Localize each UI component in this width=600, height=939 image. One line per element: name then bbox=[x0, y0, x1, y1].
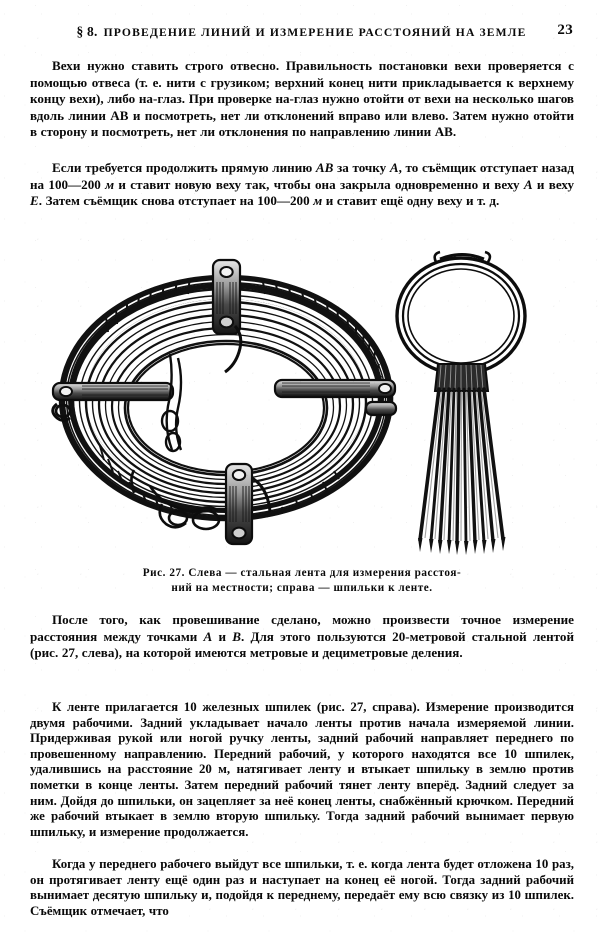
p2-seg-c: , то съёмщик отступает назад на 100—200 bbox=[30, 160, 574, 192]
section-mark: § 8. bbox=[76, 24, 98, 39]
p2-label-e1: E bbox=[30, 193, 39, 209]
steel-tape-coil bbox=[53, 260, 396, 544]
running-head bbox=[30, 24, 573, 40]
paragraph-4: К ленте прилагается 10 железных шпилек (рис. 27, справа). Измерение производится двумя рабочими. Задний укладывает начало ленты против начала измеряемой линии. Придерживая рукой или ногой ручку ленты, задний рабочий направляет переднего по провешенному направлению. Передний рабочий, у которого находятся все 10 шпилек, удалившись на расстояние 20 м, натягивает ленту и втыкает шпильку в землю против пометки в конце ленты. Затем передний рабочий тянет ленту вперёд. Задний следует за ним. Дойдя до шпильки, он зацепляет за неё конец ленты, снабжённый крючком. Передний же рабочий втыкает в землю вторую шпильку. Тогда задний рабочий вынимает первую шпильку, и измерение продолжается. bbox=[30, 700, 574, 839]
p3-label-a: A bbox=[203, 628, 213, 644]
running-head-title: ПРОВЕДЕНИЕ ЛИНИЙ И ИЗМЕРЕНИЕ РАССТОЯНИЙ НА ЗЕМЛЕ bbox=[103, 26, 527, 39]
p2-seg-f: . Затем съёмщик снова отступает на 100—200 bbox=[38, 193, 314, 209]
p2-seg-a: Если требуется продолжить прямую линию bbox=[52, 160, 316, 175]
p2-label-ab: AB bbox=[315, 160, 334, 175]
running-head-inner bbox=[30, 24, 573, 40]
p2-seg-d: и ставит новую веху так, чтобы она закрыла одновременно и веху bbox=[114, 176, 524, 192]
figure-27 bbox=[30, 246, 574, 561]
pins-collar bbox=[435, 364, 488, 391]
p2-seg-b: за точку bbox=[333, 160, 390, 175]
paragraph-2 bbox=[30, 160, 574, 210]
p2-seg-g: и ставит ещё одну веху и т. д. bbox=[322, 193, 500, 209]
figure-caption-line-1: Рис. 27. Слева — стальная лента для измерения расстоя- bbox=[142, 567, 462, 579]
paragraph-1-container bbox=[30, 58, 574, 141]
paragraph-3 bbox=[30, 612, 574, 662]
p3-term-lenta: лентой bbox=[532, 628, 574, 644]
pins-tips bbox=[418, 537, 506, 555]
paragraph-4-container bbox=[30, 700, 574, 840]
pins-carrying-ring bbox=[397, 252, 525, 374]
paragraph-5-container bbox=[30, 857, 574, 919]
p2-label-a2: A bbox=[523, 176, 533, 192]
p3-seg-c: . Для этого пользуются 20-метровой стальной bbox=[240, 628, 533, 644]
paragraph-3-container bbox=[30, 612, 574, 662]
measuring-pins-bundle bbox=[397, 252, 525, 555]
p2-unit-m2: м bbox=[313, 193, 323, 209]
p3-seg-a: После того, как провешивание сделано, можно произвести точное измерение расстояния между точками bbox=[30, 612, 574, 644]
figure-caption-line-2: ний на местности; справа — шпильки к ленте. bbox=[171, 582, 433, 594]
page-number: 23 bbox=[557, 22, 573, 38]
p3-seg-b: и bbox=[212, 628, 233, 644]
figure-caption bbox=[60, 566, 544, 596]
paragraph-1: Вехи нужно ставить строго отвесно. Правильность постановки вехи проверяется с помощью отвеса (т. е. нити с грузиком; верхний конец нити прикладывается к верхнему концу вехи), либо на-глаз. При проверке на-глаз нужно отойти от вехи на несколько шагов вдоль линии AB и посмотреть, нет ли отклонений вправо или влево. Затем нужно отойти в сторону и посмотреть, нет ли отклонения по направлению линии AB. bbox=[30, 58, 574, 140]
p2-seg-e: и веху bbox=[532, 176, 574, 192]
paragraph-2-container bbox=[30, 160, 574, 210]
p3-seg-d: (рис. 27, слева), на которой имеются метровые и дециметровые деления. bbox=[30, 645, 463, 661]
figure-27-illustration bbox=[30, 246, 574, 561]
tape-coil-center bbox=[128, 344, 324, 472]
p2-unit-m1: м bbox=[105, 176, 115, 192]
p3-label-b: B bbox=[232, 628, 241, 644]
p2-label-a1: A bbox=[389, 160, 399, 175]
paragraph-5: Когда у переднего рабочего выйдут все шпильки, т. е. когда лента будет отложена 10 раз, он протягивает ленту ещё один раз и наступает на конец её ногой. Тогда задний рабочий вынимает десятую шпильку и, подойдя к переднему, передаёт ему всю связку из 10 шпилек. Съёмщик отмечает, что bbox=[30, 857, 574, 918]
